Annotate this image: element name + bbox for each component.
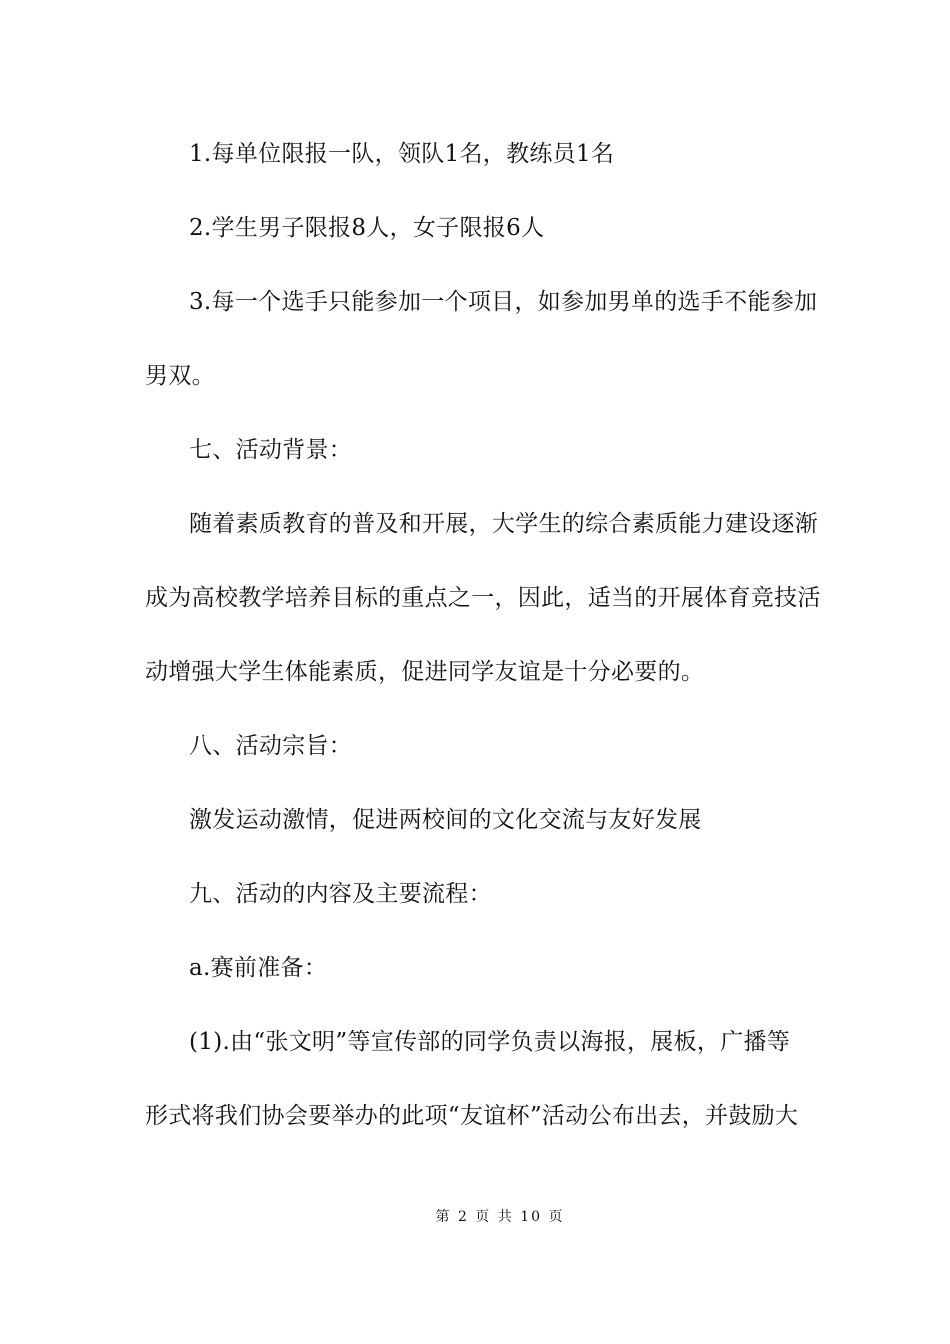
rule-item-1: 1.每单位限报一队，领队1名，教练员1名 xyxy=(189,141,615,167)
background-paragraph-line-1: 随着素质教育的普及和开展，大学生的综合素质能力建设逐渐 xyxy=(189,511,819,537)
rule-item-3: 3.每一个选手只能参加一个项目，如参加男单的选手不能参加 xyxy=(189,289,818,315)
purpose-paragraph: 激发运动激情，促进两校间的文化交流与友好发展 xyxy=(189,807,702,833)
rule-item-3-continued: 男双。 xyxy=(145,363,215,389)
preparation-paragraph-line-2: 形式将我们协会要举办的此项“友谊杯”活动公布出去，并鼓励大 xyxy=(145,1103,799,1129)
subheading-preparation: a.赛前准备： xyxy=(189,955,328,981)
preparation-paragraph-line-1: (1).由“张文明”等宣传部的同学负责以海报，展板，广播等 xyxy=(189,1029,791,1055)
page-number-footer: 第 2 页 共 10 页 xyxy=(435,1209,565,1225)
section-heading-background: 七、活动背景： xyxy=(189,437,353,463)
background-paragraph-line-3: 动增强大学生体能素质，促进同学友谊是十分必要的。 xyxy=(145,659,705,685)
background-paragraph-line-2: 成为高校教学培养目标的重点之一，因此，适当的开展体育竞技活 xyxy=(145,585,821,611)
section-heading-content-flow: 九、活动的内容及主要流程： xyxy=(189,881,492,907)
rule-item-2: 2.学生男子限报8人，女子限报6人 xyxy=(189,215,545,241)
section-heading-purpose: 八、活动宗旨： xyxy=(189,733,353,759)
